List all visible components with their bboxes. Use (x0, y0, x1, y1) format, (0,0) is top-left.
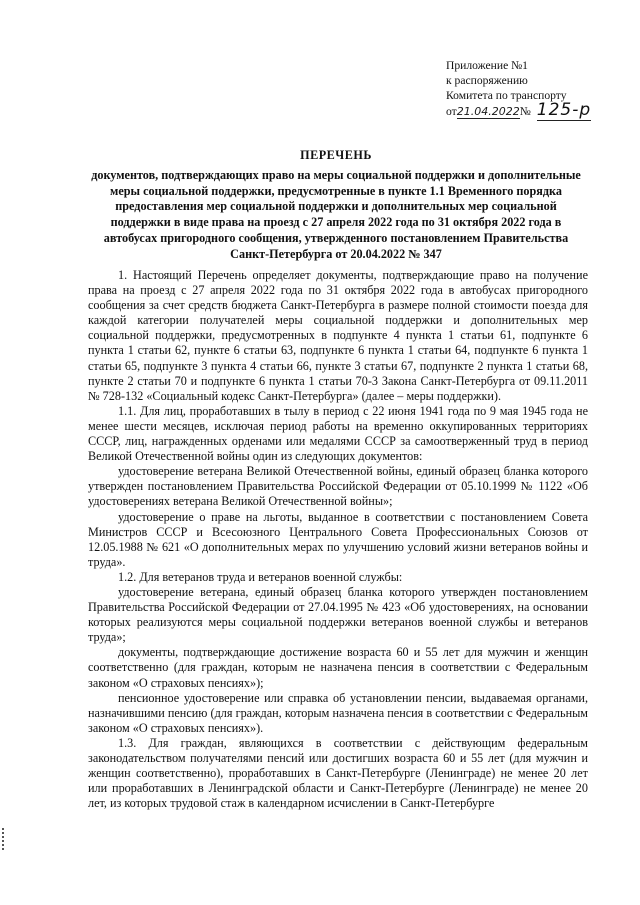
paragraph-1: 1. Настоящий Перечень определяет документы, подтверждающие право на получение права на проезд с 27 апреля 2022 года по 31 октября 2022 года в автобусах пригородного сообщения за счет средств бюджета Санкт-Петербурга в размере полной стоимости поезда для каждой категории получателей меры социальной поддержки и дополнительных мер социальной поддержки, предусмотренных в подпункте 4 пункта 1 статьи 61, подпункте 6 пункта 1 статьи 62, пункте 6 статьи 63, подпункте 6 пункта 1 статьи 64, подпункте 6 пункта 1 статьи 65, подпункте 3 пункта 4 статьи 66, пункте 3 статьи 67, подпункте 2 пункта 1 статьи 68, пункте 2 статьи 70 и подпункте 6 пункта 1 статьи 70-3 Закона Санкт-Петербурга от 09.11.2011 № 728-132 «Социальный кодекс Санкт-Петербурга» (далее – меры поддержки). (88, 268, 588, 403)
number-sign: № (519, 105, 531, 118)
paragraph-labour-veteran-certificate: удостоверение ветерана, единый образец бланка которого утвержден постановлением Правительства Российской Федерации от 27.04.1995 № 423 «Об удостоверениях, на основании которых реализуются меры социальной поддержки ветеранов военной службы и ветеранов труда»; (88, 584, 588, 645)
paragraph-benefits-certificate: удостоверение о праве на льготы, выданное в соответствии с постановлением Совета Министров СССР и Всесоюзного Центрального Совета Профессиональных Союзов от 12.05.1988 № 621 «О дополнительных мерах по улучшению условий жизни ветеранов войны и труда». (88, 509, 588, 569)
appendix-line-1: Приложение №1 (446, 59, 528, 72)
handwritten-date: 21.04.2022 (456, 105, 520, 118)
appendix-header (446, 58, 626, 119)
document-title (86, 148, 586, 263)
scan-edge-mark (2, 828, 6, 850)
appendix-line-4 (446, 100, 626, 120)
appendix-line-2: к распоряжению (446, 74, 528, 87)
paragraph-age-documents: документы, подтверждающие достижение возраста 60 и 55 лет для мужчин и женщин соответственно (для граждан, которым не назначена пенсия в соответствии с Федеральным законом «О страховых пенсиях»); (88, 645, 588, 690)
paragraph-veteran-certificate: удостоверение ветерана Великой Отечественной войны, единый образец бланка которого утвержден постановлением Правительства Российской Федерации от 05.10.1999 № 1122 «Об удостоверениях ветерана Великой Отечественной войны»; (88, 464, 588, 509)
handwritten-order-number: 125-р (536, 100, 592, 120)
paragraph-1-1: 1.1. Для лиц, проработавших в тылу в период с 22 июня 1941 года по 9 мая 1945 года не менее шести месяцев, исключая период работы на временно оккупированных территориях СССР, лиц, награжденных орденами или медалями СССР за самоотверженный труд в период Великой Отечественной войны один из следующих документов: (88, 403, 588, 464)
date-prefix: от (446, 105, 457, 118)
paragraph-pension-certificate: пенсионное удостоверение или справка об установлении пенсии, выдаваемая органами, назначившими пенсию (для граждан, которым назначена пенсия в соответствии с Федеральным законом «О страховых пенсиях»). (88, 690, 588, 735)
title-text: документов, подтверждающих право на меры социальной поддержки и дополнительные меры социальной поддержки, предусмотренные в пункте 1.1 Временного порядка предоставления мер социальной поддержки и дополнительных мер социальной поддержки в виде права на проезд с 27 апреля 2022 года по 31 октября 2022 года в автобусах пригородного сообщения, утвержденного постановлением Правительства Санкт-Петербурга от 20.04.2022 № 347 (91, 167, 581, 261)
paragraph-1-2: 1.2. Для ветеранов труда и ветеранов военной службы: (118, 569, 403, 584)
title-heading: ПЕРЕЧЕНЬ (300, 148, 372, 162)
appendix-line-3: Комитета по транспорту (446, 89, 567, 102)
paragraph-1-3: 1.3. Для граждан, являющихся в соответствии с действующим федеральным законодательством получателями пенсий или достигших возраста 60 и 55 лет (для мужчин и женщин соответственно), проработавших в Санкт-Петербурге (Ленинграде) не менее 20 лет или проработавших в Ленинградской области и Санкт-Петербурге (Ленинграде) не менее 20 лет, из которых трудовой стаж в календарном исчислении в Санкт-Петербурге (88, 735, 588, 811)
document-body (88, 268, 588, 811)
